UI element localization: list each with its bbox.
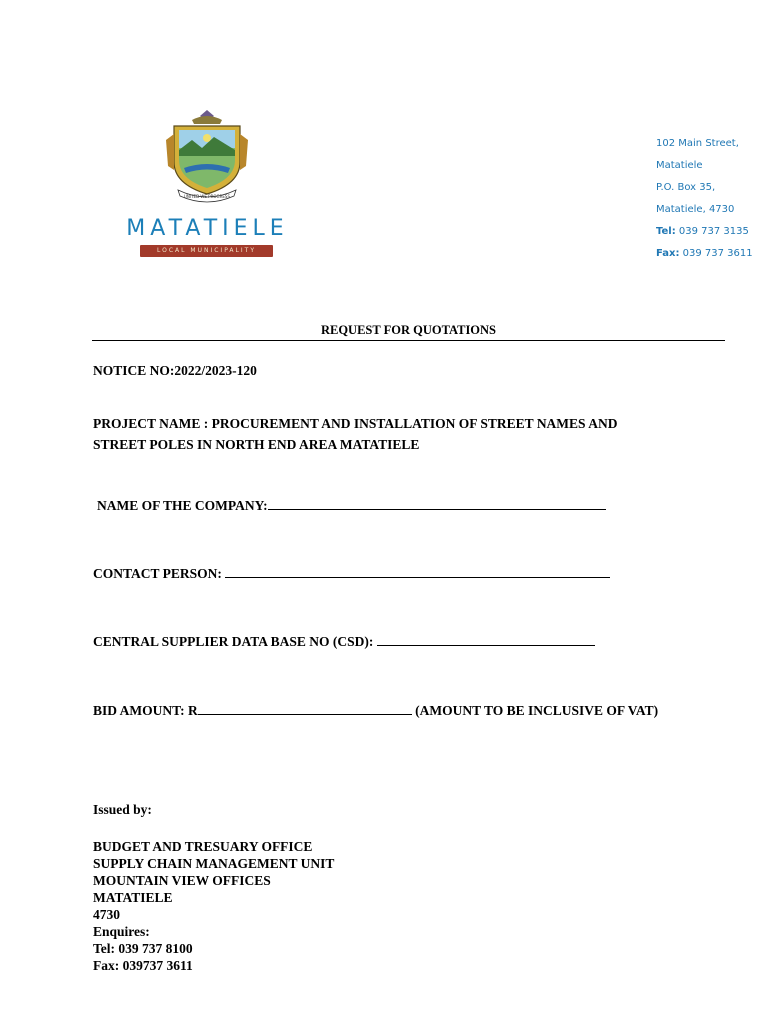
issuer-line: SUPPLY CHAIN MANAGEMENT UNIT (93, 856, 335, 871)
logo-tagline: LOCAL MUNICIPALITY (140, 245, 273, 257)
issuer-line: MOUNTAIN VIEW OFFICES (93, 873, 271, 888)
address-street: 102 Main Street, (656, 138, 739, 149)
issuer-line: Enquires: (93, 924, 150, 939)
address-fax (656, 247, 753, 269)
csd-number-blank[interactable] (377, 633, 595, 646)
title-underline (92, 340, 725, 341)
issued-by-label: Issued by: (93, 802, 152, 817)
project-name-line2: STREET POLES IN NORTH END AREA MATATIELE (93, 437, 420, 452)
contact-person-label: CONTACT PERSON: (93, 566, 226, 581)
company-name-blank[interactable] (268, 497, 606, 510)
fax-number: 039 737 3611 (679, 248, 753, 259)
address-po-box: P.O. Box 35, (656, 182, 716, 193)
tel-number: 039 737 3135 (675, 226, 749, 237)
bid-amount-field (93, 702, 658, 719)
issuer-line: MATATIELE (93, 890, 173, 905)
issuer-line: Tel: 039 737 8100 (93, 941, 193, 956)
fax-label: Fax: (656, 248, 680, 259)
issuer-block (93, 838, 334, 974)
address-town: Matatiele (656, 160, 703, 171)
tel-label: Tel: (656, 226, 676, 237)
project-name (93, 413, 713, 455)
municipal-crest-logo (162, 110, 252, 205)
issuer-line: Fax: 039737 3611 (93, 958, 193, 973)
contact-person-blank[interactable] (225, 565, 610, 578)
contact-person-field (93, 565, 610, 582)
company-name-label: NAME OF THE COMPANY: (97, 498, 268, 513)
issuer-line: BUDGET AND TRESUARY OFFICE (93, 839, 313, 854)
bid-amount-label: BID AMOUNT: R (93, 703, 198, 718)
notice-number: NOTICE NO:2022/2023-120 (93, 363, 257, 378)
project-name-line1: PROJECT NAME : PROCUREMENT AND INSTALLATION OF STREET NAMES AND (93, 416, 618, 431)
document-title: REQUEST FOR QUOTATIONS (320, 323, 497, 337)
address-tel (656, 225, 753, 247)
issuer-line: 4730 (93, 907, 120, 922)
company-name-field (97, 497, 606, 514)
bid-amount-blank[interactable] (198, 702, 412, 715)
csd-number-label: CENTRAL SUPPLIER DATA BASE NO (CSD): (93, 634, 377, 649)
logo-wordmark: MATATIELE (126, 216, 289, 241)
bid-amount-note: (AMOUNT TO BE INCLUSIVE OF VAT) (411, 703, 659, 718)
svg-text:UNITED WE PROGRESS: UNITED WE PROGRESS (184, 194, 230, 199)
csd-number-field (93, 633, 595, 650)
address-block (656, 137, 753, 269)
address-postal: Matatiele, 4730 (656, 204, 735, 215)
